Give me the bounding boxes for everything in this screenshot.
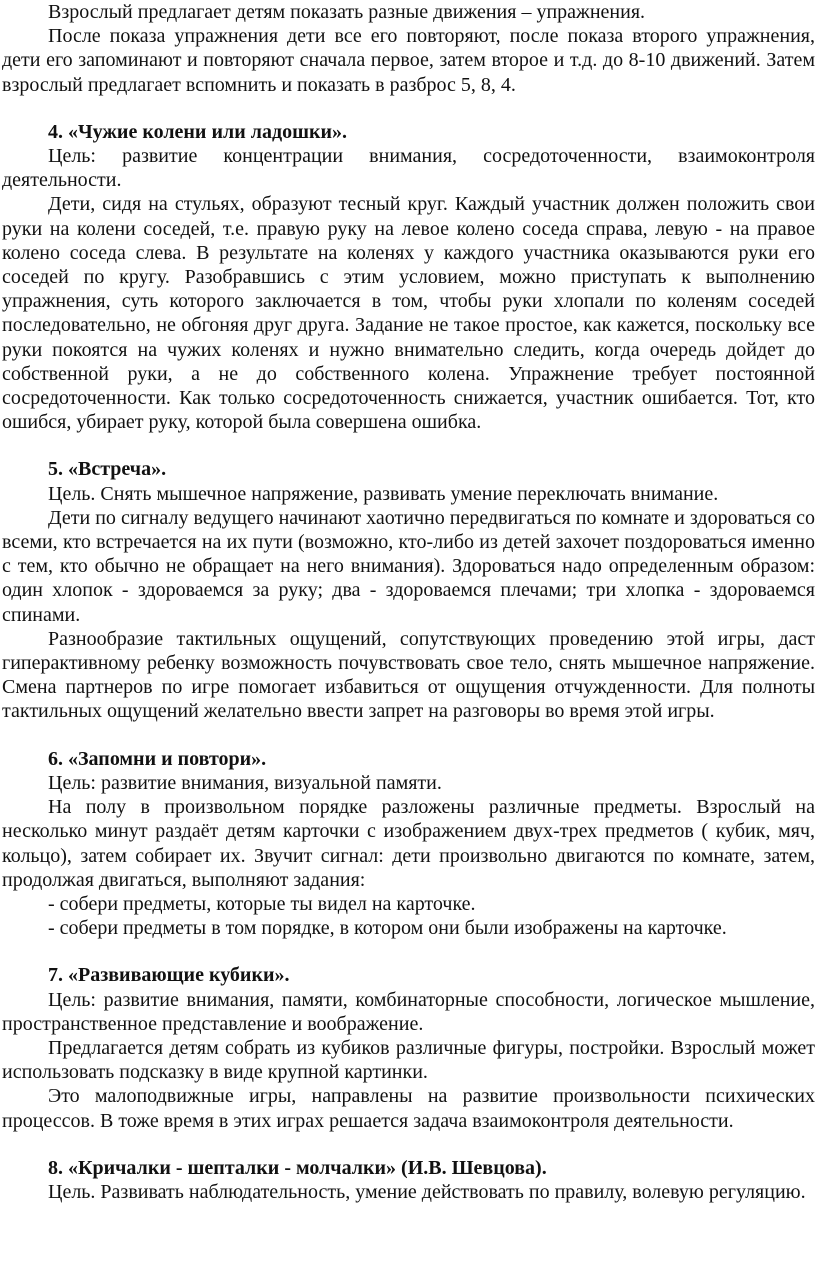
section-heading-6: 6. «Запомни и повтори». <box>48 747 267 770</box>
paragraph-intro-2: После показа упражнения дети все его повторяют, после показа второго упражнения, дети его запоминают и повторяют сначала первое, затем второе и т.д. до 8-10 движений. Затем взрослый предлагает вспомнить и показать в разброс 5, 8, 4. <box>2 25 815 96</box>
section-heading-4: 4. «Чужие колени или ладошки». <box>48 120 347 143</box>
paragraph-description-6: На полу в произвольном порядке разложены различные предметы. Взрослый на несколько минут раздаёт детям карточки с изображением двух-трех предметов ( кубик, мяч, кольцо), затем собирает их. Звучит сигнал: дети произвольно двигаются по комнате, затем, продолжая двигаться, выполняют задания: <box>2 796 815 891</box>
list-item: - собери предметы в том порядке, в котором они были изображены на карточке. <box>48 917 727 940</box>
section-gap <box>2 724 815 747</box>
paragraph-intro-1: Взрослый предлагает детям показать разные движения – упражнения. <box>48 1 646 23</box>
paragraph-description-5: Дети по сигналу ведущего начинают хаотично передвигаться по комнате и здороваться со всеми, кто встречается на их пути (возможно, кто-либо из детей захочет поздороваться именно с тем, кто обычно не обращает на него внимания). Здороваться надо определенным образом: один хлопок - здороваемся за руку; два - здороваемся плечами; три хлопка - здороваемся спинами. <box>2 506 815 626</box>
paragraph-goal-4: Цель: развитие концентрации внимания, сосредоточенности, взаимоконтроля деятельности. <box>2 145 815 192</box>
section-gap <box>2 940 815 963</box>
paragraph-goal-8: Цель. Развивать наблюдательность, умение действовать по правилу, волевую регуляцию. <box>48 1180 806 1203</box>
paragraph-goal-6: Цель: развитие внимания, визуальной памяти. <box>48 771 442 794</box>
section-heading-8: 8. «Кричалки - шепталки - молчалки» (И.В. Шевцова). <box>48 1156 547 1179</box>
section-heading-5: 5. «Встреча». <box>48 458 167 481</box>
paragraph-goal-5: Цель. Снять мышечное напряжение, развивать умение переключать внимание. <box>48 482 719 505</box>
paragraph-description-7: Предлагается детям собрать из кубиков различные фигуры, постройки. Взрослый может использовать подсказку в виде крупной картинки. <box>2 1036 815 1084</box>
section-gap <box>2 434 815 457</box>
section-heading-7: 7. «Развивающие кубики». <box>48 964 290 987</box>
paragraph-goal-7: Цель: развитие внимания, памяти, комбинаторные способности, логическое мышление, пространственное представление и воображение. <box>2 988 815 1035</box>
paragraph-description-4: Дети, сидя на стульях, образуют тесный круг. Каждый участник должен положить свои руки на колени соседей, т.е. правую руку на левое колено соседа справа, левую - на правое колено соседа слева. В результате на коленях у каждого участника оказываются руки его соседей по кругу. Разобравшись с этим условием, можно приступать к выполнению упражнения, суть которого заключается в том, чтобы руки хлопали по коленям соседей последовательно, не обгоняя друг друга. Задание не такое простое, как кажется, поскольку все руки покоятся на чужих коленях и нужно внимательно следить, когда очередь дойдет до собственной руки, а не до собственного колена. Упражнение требует постоянной сосредоточенности. Как только сосредоточенность снижается, участник ошибается. Тот, кто ошибся, убирает руку, которой была совершена ошибка. <box>2 193 815 434</box>
list-item: - собери предметы, которые ты видел на карточке. <box>48 892 476 915</box>
section-gap <box>2 97 815 120</box>
section-gap <box>2 1133 815 1156</box>
paragraph-note-5: Разнообразие тактильных ощущений, сопутствующих проведению этой игры, даст гиперактивному ребенку возможность почувствовать свое тело, снять мышечное напряжение. Смена партнеров по игре помогает избавиться от ощущения отчужденности. Для полноты тактильных ощущений желательно ввести запрет на разговоры во время этой игры. <box>2 627 815 723</box>
paragraph-note-7: Это малоподвижные игры, направлены на развитие произвольности психических процессов. В тоже время в этих играх решается задача взаимоконтроля деятельности. <box>2 1085 815 1132</box>
